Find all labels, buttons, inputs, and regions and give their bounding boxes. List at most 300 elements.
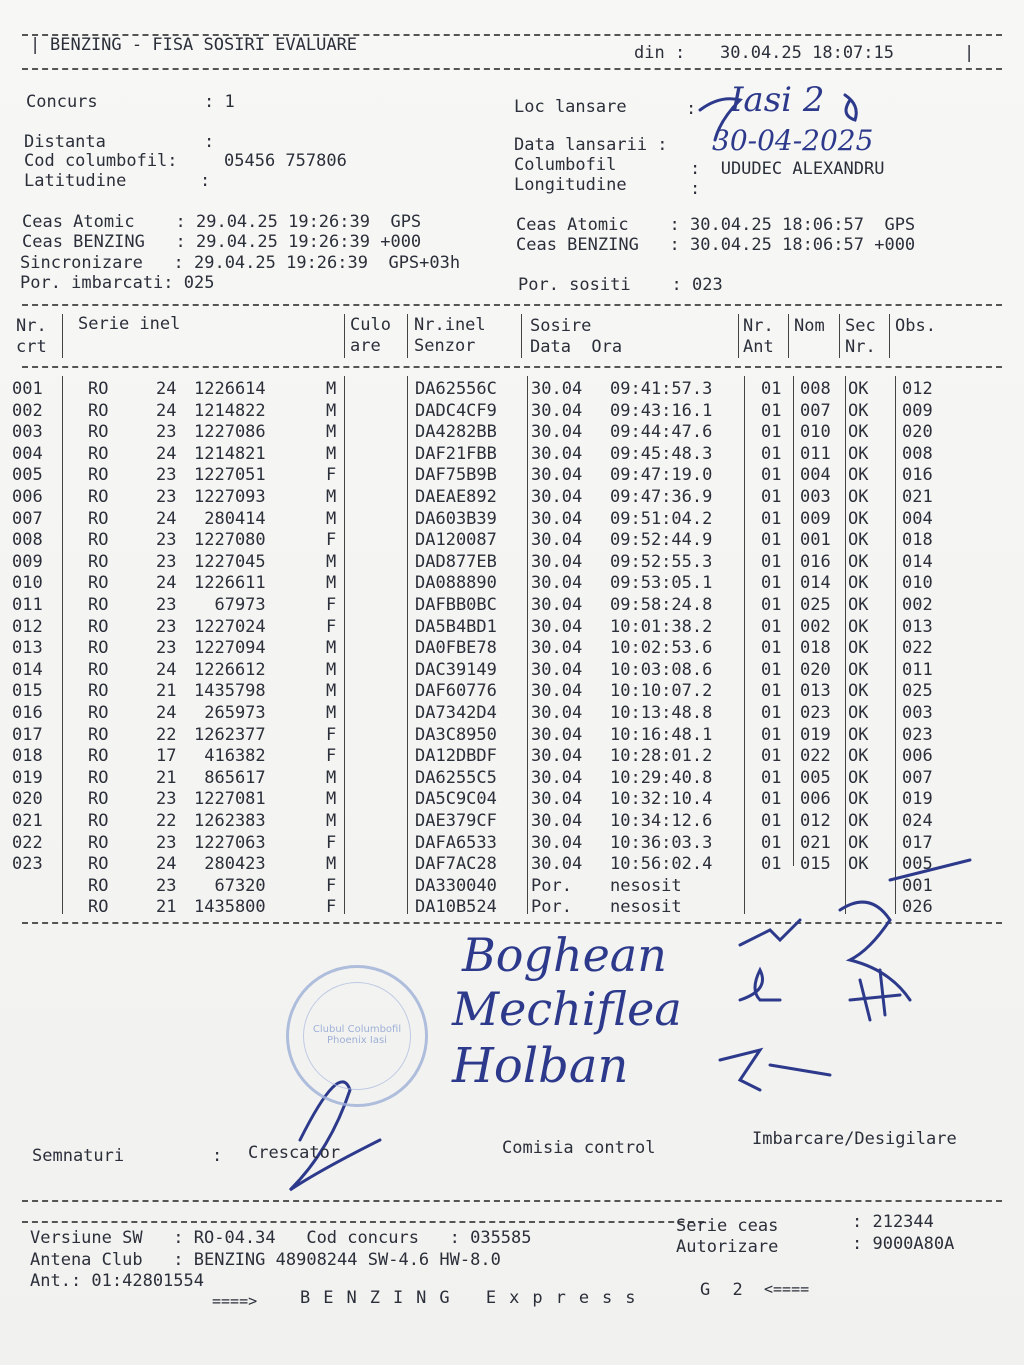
cell-nr: 021 [12,811,43,831]
cell-yr: 21 [156,897,177,918]
cell-sex: M [326,443,337,464]
cell-sec: OK [848,767,869,788]
cell-yr: 24 [156,659,177,680]
cell-nom: 007 [800,400,831,421]
cell-ant: 01 [761,400,782,421]
por-sositi: Por. sositi : 023 [518,275,723,295]
cell-yr: 23 [156,789,177,810]
col-nr-inel: Nr.inel [414,315,486,335]
cell-ant: 01 [761,811,782,831]
cell-sex: F [326,724,337,745]
cell-sensor: DAF7AC28 [415,854,497,875]
longitudine-label: Longitudine [514,175,627,195]
cell-yr: 24 [156,703,177,723]
antena-id: Ant.: 01:42801554 [30,1271,204,1291]
cell-ring: 1227080 [194,530,266,551]
cell-cc: RO [88,508,109,529]
cell-nom: 010 [800,422,831,443]
cell-cc: RO [88,854,109,875]
cell-ant: 01 [761,724,782,745]
cell-obs: 023 [902,724,933,745]
cell-ant: 01 [761,854,782,875]
cell-ant: 01 [761,443,782,464]
cell-sex: F [326,832,337,853]
cell-time: 10:13:48.8 [610,703,713,723]
cell-ant: 01 [761,767,782,788]
cell-ring: 265973 [194,703,266,723]
signature-mark [700,99,740,140]
cell-time: 10:16:48.1 [610,724,713,745]
cell-cc: RO [88,659,109,680]
cell-sensor: DAFA6533 [415,832,497,853]
cell-sec: OK [848,465,869,486]
cell-yr: 22 [156,811,177,831]
cell-cc: RO [88,638,109,659]
cell-ring: 1262383 [194,811,266,831]
concurs-value: : 1 [204,92,235,112]
cell-cc: RO [88,703,109,723]
cell-cc: RO [88,767,109,788]
cell-time: 09:52:44.9 [610,530,713,551]
signature-mark [850,970,900,1020]
cell-obs: 026 [902,897,933,918]
cell-nr: 009 [12,551,43,572]
cell-yr: 23 [156,875,177,896]
serie-ceas-value: : 212344 [852,1212,934,1232]
cell-date: 30.04 [531,724,583,745]
cell-sec: OK [848,422,869,443]
brand-arrow-left: ====> [212,1292,258,1310]
columbofil-value: : UDUDEC ALEXANDRU [690,159,885,179]
col-culoare-2: are [350,336,381,356]
cell-ring: 1226614 [194,379,266,399]
cell-time: nesosit [610,897,682,918]
cell-nom: 006 [800,789,831,810]
cell-obs: 001 [902,875,933,896]
cell-nom: 001 [800,530,831,551]
concurs-label: Concurs [26,92,98,112]
cell-sensor: DA0FBE78 [415,638,497,659]
signature-mark [840,902,910,1000]
handwritten-name-2: Mechiflea [452,982,682,1036]
cell-yr: 23 [156,487,177,507]
cell-sec: OK [848,854,869,875]
cell-sex: M [326,789,337,810]
cell-obs: 012 [902,379,933,399]
cell-sex: M [326,508,337,529]
cell-ring: 1262377 [194,724,266,745]
col-nr-ant-2: Ant [743,337,774,357]
cell-sec: OK [848,379,869,399]
header-bar-right: | [964,43,975,63]
cell-obs: 022 [902,638,933,659]
distanta-value: : [204,132,215,152]
cell-date: 30.04 [531,789,583,810]
cell-sex: M [326,638,337,659]
cell-date: 30.04 [531,530,583,551]
cell-ant: 01 [761,746,782,767]
cell-nom: 013 [800,681,831,702]
cell-ring: 1435800 [194,897,266,918]
cell-sec: OK [848,400,869,421]
cell-time: 10:03:08.6 [610,659,713,680]
cell-ring: 1435798 [194,681,266,702]
cell-sensor: DAE379CF [415,811,497,831]
cell-date: 30.04 [531,681,583,702]
cell-nr: 023 [12,854,43,875]
cell-ant: 01 [761,789,782,810]
cell-ring: 1227094 [194,638,266,659]
cell-nom: 002 [800,616,831,637]
cell-nr: 005 [12,465,43,486]
cell-ant: 01 [761,573,782,594]
cell-date: 30.04 [531,573,583,594]
handwritten-name-3: Holban [452,1038,629,1094]
cell-nr: 004 [12,443,43,464]
sincronizare: Sincronizare : 29.04.25 19:26:39 GPS+03h [20,253,461,273]
crescator-label: Crescator [248,1143,341,1163]
cell-date: 30.04 [531,487,583,507]
col-crt: crt [16,337,47,357]
col-nr: Nr. [16,316,47,336]
latitudine-label: Latitudine [24,171,127,191]
cell-nom: 014 [800,573,831,594]
cell-yr: 23 [156,422,177,443]
cell-cc: RO [88,595,109,615]
cell-ant: 01 [761,379,782,399]
cell-nr: 019 [12,767,43,788]
cell-date: 30.04 [531,746,583,767]
cell-date: 30.04 [531,638,583,659]
cell-obs: 004 [902,508,933,529]
cell-sec: OK [848,551,869,572]
cell-nr: 017 [12,724,43,745]
cell-obs: 017 [902,832,933,853]
cell-sex: M [326,811,337,831]
cell-yr: 24 [156,400,177,421]
cell-cc: RO [88,422,109,443]
cell-date: 30.04 [531,465,583,486]
col-serie-inel: Serie inel [78,314,181,334]
col-sec-2: Nr. [845,337,876,357]
cell-nom: 003 [800,487,831,507]
cell-sex: M [326,487,337,507]
ceas-benzing-right: Ceas BENZING : 30.04.25 18:06:57 +000 [516,235,916,255]
cell-ant: 01 [761,659,782,680]
cell-nr: 015 [12,681,43,702]
cell-yr: 24 [156,379,177,399]
cell-nom: 004 [800,465,831,486]
cell-sec: OK [848,443,869,464]
cell-nr: 003 [12,422,43,443]
cell-ring: 865617 [194,767,266,788]
cell-sensor: DAEAE892 [415,487,497,507]
cell-time: 10:10:07.2 [610,681,713,702]
cell-date: 30.04 [531,616,583,637]
cell-ant: 01 [761,595,782,615]
cell-cc: RO [88,724,109,745]
longitudine-value: : [690,179,701,199]
cell-date: 30.04 [531,767,583,788]
antena-club: Antena Club : BENZING 48908244 SW-4.6 HW-8.0 [30,1250,501,1270]
cell-sec: OK [848,530,869,551]
ceas-atomic-left: Ceas Atomic : 29.04.25 19:26:39 GPS [22,212,422,232]
cell-nom: 008 [800,379,831,399]
cell-sec: OK [848,724,869,745]
cell-sensor: DAF21FBB [415,443,497,464]
cell-sex: M [326,681,337,702]
cell-sex: M [326,703,337,723]
signature-mark [720,1050,830,1090]
cell-obs: 021 [902,487,933,507]
cell-ring: 1227081 [194,789,266,810]
cell-ring: 1227045 [194,551,266,572]
imbarcare-label: Imbarcare/Desigilare [752,1129,957,1149]
cell-sec: OK [848,595,869,615]
cell-sec: OK [848,616,869,637]
cell-yr: 21 [156,767,177,788]
cell-yr: 23 [156,616,177,637]
cell-time: 09:58:24.8 [610,595,713,615]
cell-nom: 020 [800,659,831,680]
cell-obs: 018 [902,530,933,551]
col-senzor: Senzor [414,336,476,356]
cell-sex: M [326,422,337,443]
cell-sensor: DAF75B9B [415,465,497,486]
cell-yr: 24 [156,508,177,529]
cell-sex: M [326,400,337,421]
loc-lansare-handwritten: Iasi 2 [730,80,825,120]
cell-obs: 008 [902,443,933,464]
cell-date: 30.04 [531,595,583,615]
cell-ant: 01 [761,422,782,443]
cell-nr: 002 [12,400,43,421]
cell-nom: 023 [800,703,831,723]
cell-date: 30.04 [531,508,583,529]
cell-time: 09:45:48.3 [610,443,713,464]
cell-ring: 1226612 [194,659,266,680]
cell-obs: 011 [902,659,933,680]
autorizare-label: Autorizare [676,1237,779,1257]
cell-yr: 23 [156,530,177,551]
cell-cc: RO [88,487,109,507]
cell-yr: 23 [156,638,177,659]
cell-obs: 025 [902,681,933,702]
cell-yr: 23 [156,551,177,572]
latitudine-value: : [200,171,211,191]
cell-nom: 011 [800,443,831,464]
cell-nom: 019 [800,724,831,745]
cell-sex: F [326,616,337,637]
cell-sec: OK [848,789,869,810]
cell-time: 10:56:02.4 [610,854,713,875]
cell-nr: 020 [12,789,43,810]
cell-time: 09:53:05.1 [610,573,713,594]
cell-cc: RO [88,379,109,399]
cell-cc: RO [88,530,109,551]
loc-lansare-label: Loc lansare [514,97,627,117]
cell-cc: RO [88,573,109,594]
col-culoare-1: Culo [350,315,391,335]
cell-time: 09:47:19.0 [610,465,713,486]
cell-date: 30.04 [531,703,583,723]
cell-nr: 001 [12,379,43,399]
cell-date: 30.04 [531,443,583,464]
ceas-benzing-left: Ceas BENZING : 29.04.25 19:26:39 +000 [22,232,422,252]
comisia-control-label: Comisia control [502,1138,656,1158]
cell-ant: 01 [761,681,782,702]
cell-date: 30.04 [531,659,583,680]
cell-sensor: DAC39149 [415,659,497,680]
cell-sec: OK [848,659,869,680]
cell-sensor: DA120087 [415,530,497,551]
data-lansarii-handwritten: 30-04-2025 [712,124,874,157]
cell-nom: 018 [800,638,831,659]
cell-sec: OK [848,811,869,831]
cell-sensor: DA603B39 [415,508,497,529]
cell-time: 10:36:03.3 [610,832,713,853]
cell-sensor: DA62556C [415,379,497,399]
cell-nr: 013 [12,638,43,659]
cell-obs: 013 [902,616,933,637]
cell-ring: 1227086 [194,422,266,443]
cell-nr: 010 [12,573,43,594]
cell-sec: OK [848,638,869,659]
cell-time: 10:28:01.2 [610,746,713,767]
cell-sec: OK [848,508,869,529]
cell-ant: 01 [761,465,782,486]
cell-cc: RO [88,616,109,637]
cell-yr: 24 [156,573,177,594]
cell-ring: 1214822 [194,400,266,421]
cell-time: 10:29:40.8 [610,767,713,788]
cell-obs: 014 [902,551,933,572]
cell-time: nesosit [610,875,682,896]
cell-sex: F [326,530,337,551]
cell-nr: 022 [12,832,43,853]
cell-sex: F [326,897,337,918]
cell-cc: RO [88,443,109,464]
signature-mark [845,95,856,120]
cell-time: 10:01:38.2 [610,616,713,637]
cell-time: 10:32:10.4 [610,789,713,810]
cell-nom: 015 [800,854,831,875]
cell-sensor: DAFBB0BC [415,595,497,615]
col-sec-1: Sec [845,316,876,336]
cell-cc: RO [88,465,109,486]
cell-sex: F [326,465,337,486]
cell-sensor: DA7342D4 [415,703,497,723]
cell-nom: 025 [800,595,831,615]
cell-cc: RO [88,746,109,767]
cell-cc: RO [88,811,109,831]
cell-ring: 1214821 [194,443,266,464]
por-imbarcati: Por. imbarcati: 025 [20,273,215,293]
cell-time: 09:51:04.2 [610,508,713,529]
cell-sensor: DA4282BB [415,422,497,443]
cell-date: 30.04 [531,551,583,572]
cell-sec: OK [848,703,869,723]
signature-mark [740,970,780,1000]
cell-ring: 67320 [194,875,266,896]
cell-obs: 020 [902,422,933,443]
cell-obs: 006 [902,746,933,767]
cod-columbofil-label: Cod columbofil: [24,151,178,171]
cell-yr: 17 [156,746,177,767]
cell-date: 30.04 [531,854,583,875]
cell-nom: 021 [800,832,831,853]
cell-sex: M [326,379,337,399]
cell-obs: 009 [902,400,933,421]
cell-ring: 280423 [194,854,266,875]
header-bar-left: | [30,35,41,55]
cell-date: 30.04 [531,422,583,443]
cell-obs: 003 [902,703,933,723]
cell-ant: 01 [761,551,782,572]
cell-sex: M [326,573,337,594]
col-nr-ant-1: Nr. [743,316,774,336]
cell-date: 30.04 [531,400,583,421]
cell-nom: 022 [800,746,831,767]
autorizare-value: : 9000A80A [852,1234,955,1254]
cell-ant: 01 [761,616,782,637]
cell-nr: 007 [12,508,43,529]
versiune-sw: Versiune SW : RO-04.34 Cod concurs : 035585 [30,1228,532,1248]
cell-nr: 012 [12,616,43,637]
cell-nr: 008 [12,530,43,551]
cell-nom: 009 [800,508,831,529]
cell-sensor: DA5C9C04 [415,789,497,810]
cell-ring: 1227024 [194,616,266,637]
cell-obs: 007 [902,767,933,788]
brand-model: G 2 [700,1280,749,1300]
cell-sex: M [326,767,337,788]
cell-yr: 21 [156,681,177,702]
semnaturi-label: Semnaturi [32,1146,125,1166]
cell-obs: 016 [902,465,933,486]
cell-date: Por. [531,875,572,896]
cell-time: 10:34:12.6 [610,811,713,831]
cell-ring: 67973 [194,595,266,615]
cell-yr: 23 [156,832,177,853]
cell-cc: RO [88,897,109,918]
cell-sensor: DAF60776 [415,681,497,702]
cell-sec: OK [848,832,869,853]
cell-sec: OK [848,573,869,594]
cell-sec: OK [848,487,869,507]
cell-ring: 280414 [194,508,266,529]
cell-ring: 1226611 [194,573,266,594]
cell-sex: M [326,854,337,875]
cell-ant: 01 [761,530,782,551]
data-lansarii-label: Data lansarii : [514,135,668,155]
cell-nr: 016 [12,703,43,723]
cell-ring: 1227093 [194,487,266,507]
cell-nr: 014 [12,659,43,680]
cell-sensor: DA088890 [415,573,497,594]
cell-ring: 416382 [194,746,266,767]
stamp-text: Clubul Columbofil Phoenix Iasi [312,1024,402,1046]
cell-ant: 01 [761,638,782,659]
cell-time: 09:44:47.6 [610,422,713,443]
cell-yr: 24 [156,854,177,875]
page-title: BENZING - FISA SOSIRI EVALUARE [50,35,358,55]
brand-name: BENZING Express [300,1288,649,1308]
cell-ring: 1227051 [194,465,266,486]
cell-cc: RO [88,400,109,421]
cell-sec: OK [848,681,869,702]
cell-cc: RO [88,875,109,896]
